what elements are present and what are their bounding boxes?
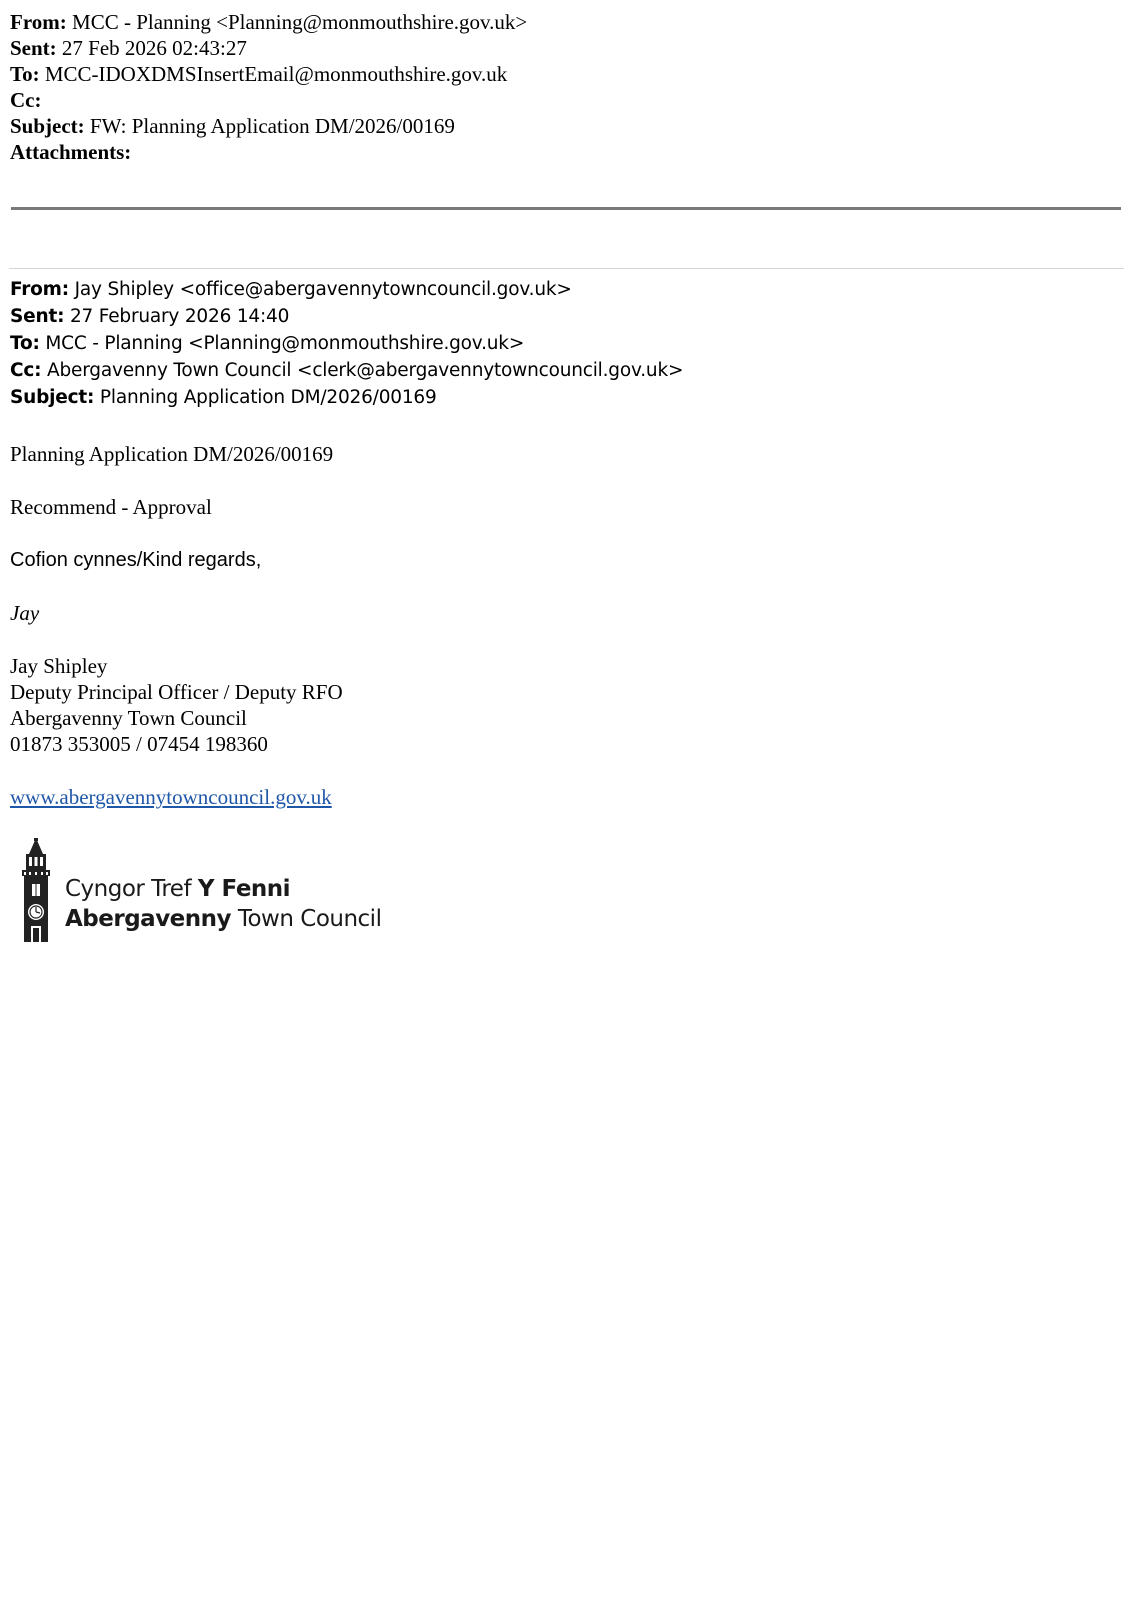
forwarded-to-line <box>10 331 524 357</box>
forwarded-cc-value: Abergavenny Town Council <clerk@abergavennytowncouncil.gov.uk> <box>47 360 684 381</box>
outer-attachments-line <box>10 139 131 165</box>
outer-to-value: MCC-IDOXDMSInsertEmail@monmouthshire.gov.uk <box>44 62 508 86</box>
forwarded-sent-value: 27 February 2026 14:40 <box>69 306 290 327</box>
logo-welsh-regular: Cyngor Tref <box>65 876 198 902</box>
signature-phone: 01873 353005 / 07454 198360 <box>10 732 268 756</box>
forwarded-sent-line <box>10 304 289 330</box>
signature-organisation: Abergavenny Town Council <box>10 706 247 730</box>
outer-cc-label: Cc: <box>10 88 42 112</box>
forwarded-from-line <box>10 277 572 303</box>
logo-english-regular: Town Council <box>231 906 382 932</box>
header-divider <box>11 207 1121 210</box>
signature-name: Jay Shipley <box>10 654 108 678</box>
forward-divider <box>9 268 1124 269</box>
clock-tower-icon <box>15 838 57 942</box>
outer-sent-value: 27 Feb 2026 02:43:27 <box>61 36 247 60</box>
forwarded-cc-line <box>10 358 683 384</box>
logo-english-bold: Abergavenny <box>65 906 232 932</box>
forwarded-subject-label: Subject: <box>10 387 95 408</box>
message-greeting: Cofion cynnes/Kind regards, <box>10 549 262 571</box>
outer-from-line <box>10 9 527 35</box>
forwarded-cc-label: Cc: <box>10 360 42 381</box>
outer-to-label: To: <box>10 62 40 86</box>
message-signoff: Jay <box>10 601 40 625</box>
outer-to-line <box>10 61 507 87</box>
outer-sent-label: Sent: <box>10 36 57 60</box>
forwarded-subject-line <box>10 385 437 411</box>
outer-sent-line <box>10 35 247 61</box>
signature-title: Deputy Principal Officer / Deputy RFO <box>10 680 343 704</box>
forwarded-from-label: From: <box>10 279 69 300</box>
forwarded-to-label: To: <box>10 333 40 354</box>
forwarded-from-value: Jay Shipley <office@abergavennytowncouncil.gov.uk> <box>74 279 572 300</box>
forwarded-subject-value: Planning Application DM/2026/00169 <box>99 387 437 408</box>
logo-english-name <box>65 906 381 932</box>
signature-website-link[interactable]: www.abergavennytowncouncil.gov.uk <box>10 785 332 809</box>
outer-subject-value: FW: Planning Application DM/2026/00169 <box>89 114 455 138</box>
message-line-1: Planning Application DM/2026/00169 <box>10 442 334 466</box>
logo-welsh-bold: Y Fenni <box>197 876 291 902</box>
forwarded-to-value: MCC - Planning <Planning@monmouthshire.gov.uk> <box>45 333 525 354</box>
outer-from-value: MCC - Planning <Planning@monmouthshire.gov.uk> <box>72 10 528 34</box>
message-line-2: Recommend - Approval <box>10 495 212 519</box>
outer-from-label: From: <box>10 10 67 34</box>
forwarded-sent-label: Sent: <box>10 306 65 327</box>
outer-subject-label: Subject: <box>10 114 85 138</box>
council-logo <box>15 838 382 943</box>
signature-website-line <box>10 784 332 810</box>
outer-attachments-label: Attachments: <box>10 140 132 164</box>
logo-welsh-name <box>65 876 290 902</box>
outer-cc-line <box>10 87 41 113</box>
outer-subject-line <box>10 113 455 139</box>
